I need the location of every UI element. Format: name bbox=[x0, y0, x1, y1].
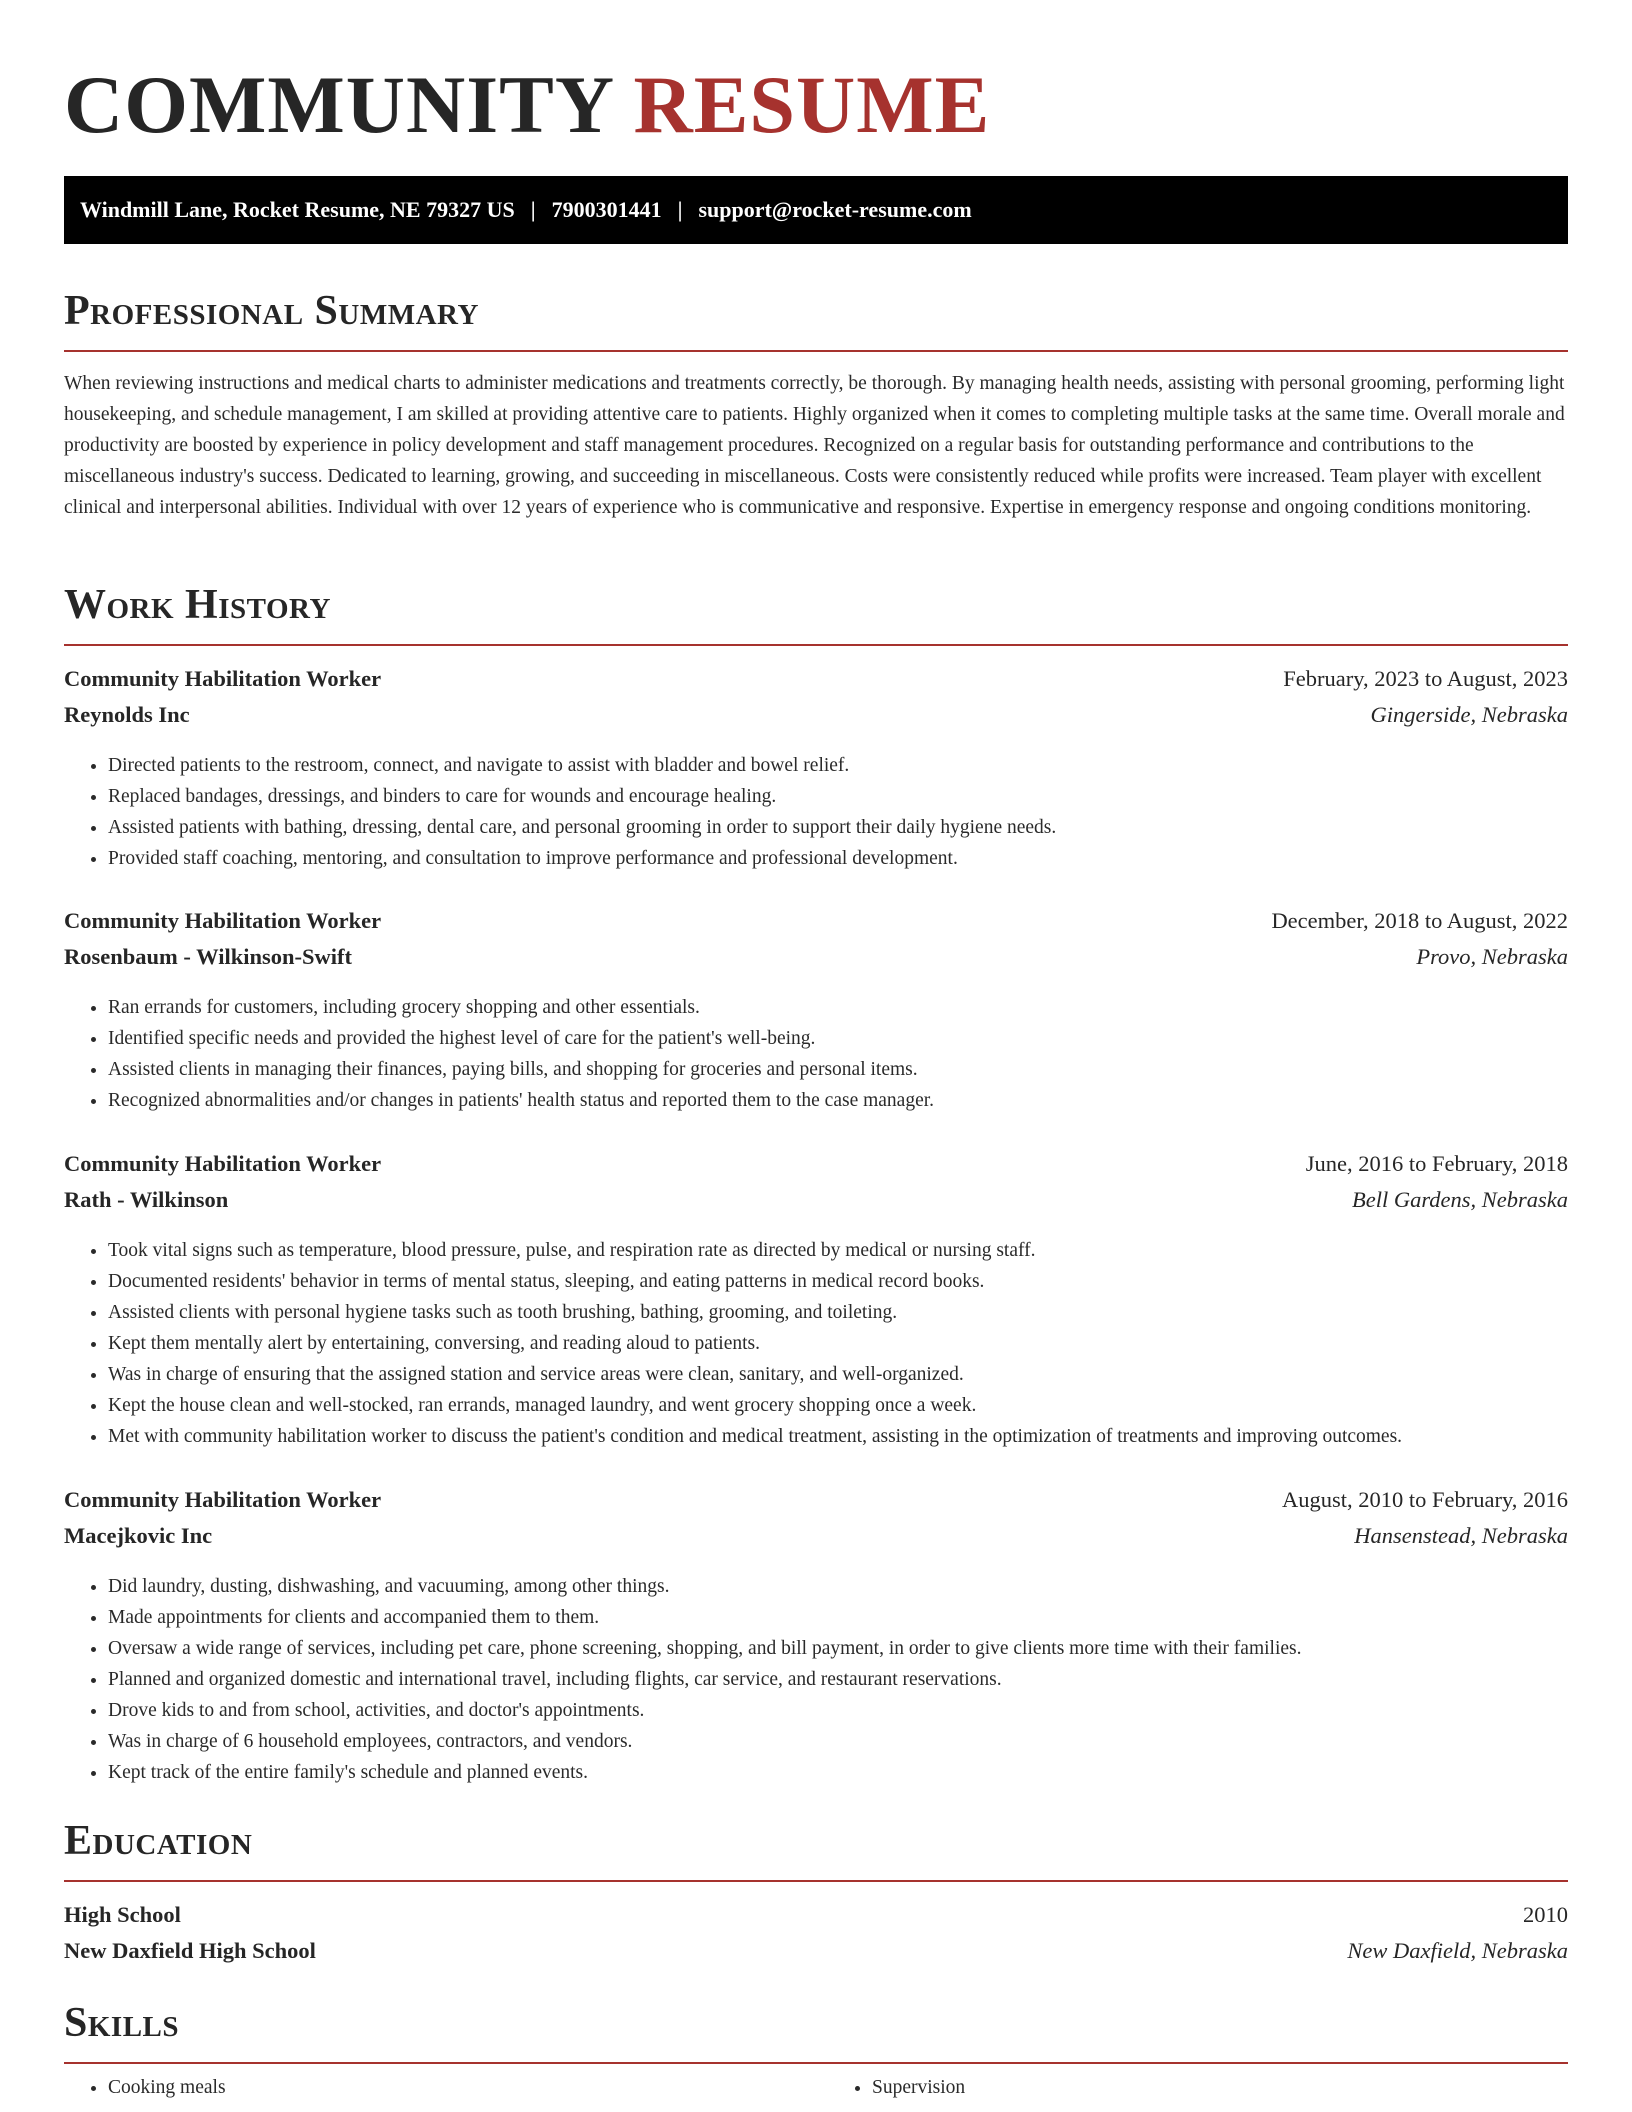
job-bullets bbox=[64, 1571, 1568, 1788]
job-bullets bbox=[64, 750, 1568, 874]
job-entry bbox=[64, 666, 1568, 874]
job-entry bbox=[64, 1487, 1568, 1788]
job-dates: December, 2018 to August, 2022 bbox=[1271, 908, 1568, 933]
job-bullet: • Replaced bandages, dressings, and binders to care for wounds and encourage healing. bbox=[108, 781, 1568, 812]
contact-separator: | bbox=[677, 197, 683, 222]
education-year: 2010 bbox=[1523, 1902, 1568, 1927]
summary-text: When reviewing instructions and medical charts to administer medications and treatments correctly, be thorough. By managing health needs, assisting with personal grooming, performing light housekeeping, and schedule management, I am skilled at providing attentive care to patients. Highly organized when it comes to completing multiple tasks at the same time. Overall morale and productivity are boosted by experience in policy development and staff management procedures. Recognized on a regular basis for outstanding performance and contributions to the miscellaneous industry's success. Dedicated to learning, growing, and succeeding in miscellaneous. Costs were consistently reduced while profits were increased. Team player with excellent clinical and interpersonal abilities. Individual with over 12 years of experience who is communicative and responsive. Expertise in emergency response and ongoing conditions monitoring. bbox=[64, 373, 1565, 518]
job-title: Community Habilitation Worker bbox=[64, 666, 382, 691]
contact-address: Windmill Lane, Rocket Resume, NE 79327 US bbox=[80, 197, 515, 222]
job-bullet: • Recognized abnormalities and/or changes in patients' health status and reported them to the case manager. bbox=[108, 1085, 1568, 1116]
contact-email: support@rocket-resume.com bbox=[698, 197, 972, 222]
skills-column-right bbox=[828, 2072, 1568, 2103]
job-bullet: • Kept the house clean and well-stocked, ran errands, managed laundry, and went grocery shopping once a week. bbox=[108, 1390, 1568, 1421]
job-location: Bell Gardens, Nebraska bbox=[1351, 1187, 1568, 1212]
job-company: Macejkovic Inc bbox=[64, 1523, 213, 1548]
job-company: Reynolds Inc bbox=[64, 702, 190, 727]
education-school: New Daxfield High School bbox=[64, 1938, 316, 1963]
name-first: COMMUNITY bbox=[64, 59, 613, 150]
job-bullet: • Did laundry, dusting, dishwashing, and vacuuming, among other things. bbox=[108, 1571, 1568, 1602]
education-location: New Daxfield, Nebraska bbox=[1347, 1938, 1568, 1963]
name-last: RESUME bbox=[633, 59, 991, 150]
job-bullet: • Was in charge of 6 household employees, contractors, and vendors. bbox=[108, 1726, 1568, 1757]
job-bullet: • Made appointments for clients and accompanied them to them. bbox=[108, 1602, 1568, 1633]
job-bullet: • Assisted clients with personal hygiene tasks such as tooth brushing, bathing, grooming, and toileting. bbox=[108, 1297, 1568, 1328]
job-dates: February, 2023 to August, 2023 bbox=[1283, 666, 1568, 691]
job-bullet: • Identified specific needs and provided the highest level of care for the patient's well-being. bbox=[108, 1023, 1568, 1054]
education-entry bbox=[64, 1902, 1568, 1974]
job-bullet: • Was in charge of ensuring that the assigned station and service areas were clean, sanitary, and well-organized. bbox=[108, 1359, 1568, 1390]
job-dates: June, 2016 to February, 2018 bbox=[1305, 1151, 1568, 1176]
section-title-education: Education bbox=[64, 1816, 1568, 1882]
resume-name bbox=[64, 60, 990, 150]
job-entry bbox=[64, 1151, 1568, 1452]
job-location: Gingerside, Nebraska bbox=[1370, 702, 1568, 727]
job-location: Hansenstead, Nebraska bbox=[1354, 1523, 1568, 1548]
section-title-work: Work History bbox=[64, 580, 1568, 646]
job-company: Rath - Wilkinson bbox=[64, 1187, 229, 1212]
job-bullet: • Oversaw a wide range of services, including pet care, phone screening, shopping, and bill payment, in order to give clients more time with their families. bbox=[108, 1633, 1568, 1664]
job-bullet: • Documented residents' behavior in terms of mental status, sleeping, and eating patterns in medical record books. bbox=[108, 1266, 1568, 1297]
job-bullet: • Provided staff coaching, mentoring, and consultation to improve performance and professional development. bbox=[108, 843, 1568, 874]
job-bullet: • Assisted clients in managing their finances, paying bills, and shopping for groceries and personal items. bbox=[108, 1054, 1568, 1085]
job-bullet: • Met with community habilitation worker to discuss the patient's condition and medical treatment, assisting in the optimization of treatments and improving outcomes. bbox=[108, 1421, 1568, 1452]
job-bullet: • Kept them mentally alert by entertaining, conversing, and reading aloud to patients. bbox=[108, 1328, 1568, 1359]
section-title-summary: Professional Summary bbox=[64, 286, 1568, 352]
skills-column-left bbox=[64, 2072, 804, 2103]
education-degree: High School bbox=[64, 1902, 181, 1927]
job-bullet: • Drove kids to and from school, activities, and doctor's appointments. bbox=[108, 1695, 1568, 1726]
job-title: Community Habilitation Worker bbox=[64, 1151, 382, 1176]
job-location: Provo, Nebraska bbox=[1416, 944, 1568, 969]
job-bullet: • Took vital signs such as temperature, blood pressure, pulse, and respiration rate as directed by medical or nursing staff. bbox=[108, 1235, 1568, 1266]
contact-phone: 7900301441 bbox=[551, 197, 662, 222]
job-title: Community Habilitation Worker bbox=[64, 908, 382, 933]
contact-bar bbox=[64, 176, 1568, 244]
job-dates: August, 2010 to February, 2016 bbox=[1281, 1487, 1568, 1512]
job-company: Rosenbaum - Wilkinson-Swift bbox=[64, 944, 352, 969]
job-bullet: • Planned and organized domestic and international travel, including flights, car service, and restaurant reservations. bbox=[108, 1664, 1568, 1695]
section-title-skills: Skills bbox=[64, 1998, 1568, 2064]
job-bullet: • Ran errands for customers, including grocery shopping and other essentials. bbox=[108, 992, 1568, 1023]
job-bullet: • Kept track of the entire family's schedule and planned events. bbox=[108, 1757, 1568, 1788]
job-title: Community Habilitation Worker bbox=[64, 1487, 382, 1512]
skills-list bbox=[64, 2072, 1568, 2103]
job-entry bbox=[64, 908, 1568, 1116]
contact-separator: | bbox=[530, 197, 536, 222]
job-bullet: • Assisted patients with bathing, dressing, dental care, and personal grooming in order to support their daily hygiene needs. bbox=[108, 812, 1568, 843]
skill-item: • Supervision bbox=[872, 2072, 1568, 2103]
job-bullets bbox=[64, 992, 1568, 1116]
job-bullets bbox=[64, 1235, 1568, 1452]
job-bullet: • Directed patients to the restroom, connect, and navigate to assist with bladder and bowel relief. bbox=[108, 750, 1568, 781]
skill-item: • Cooking meals bbox=[108, 2072, 804, 2103]
